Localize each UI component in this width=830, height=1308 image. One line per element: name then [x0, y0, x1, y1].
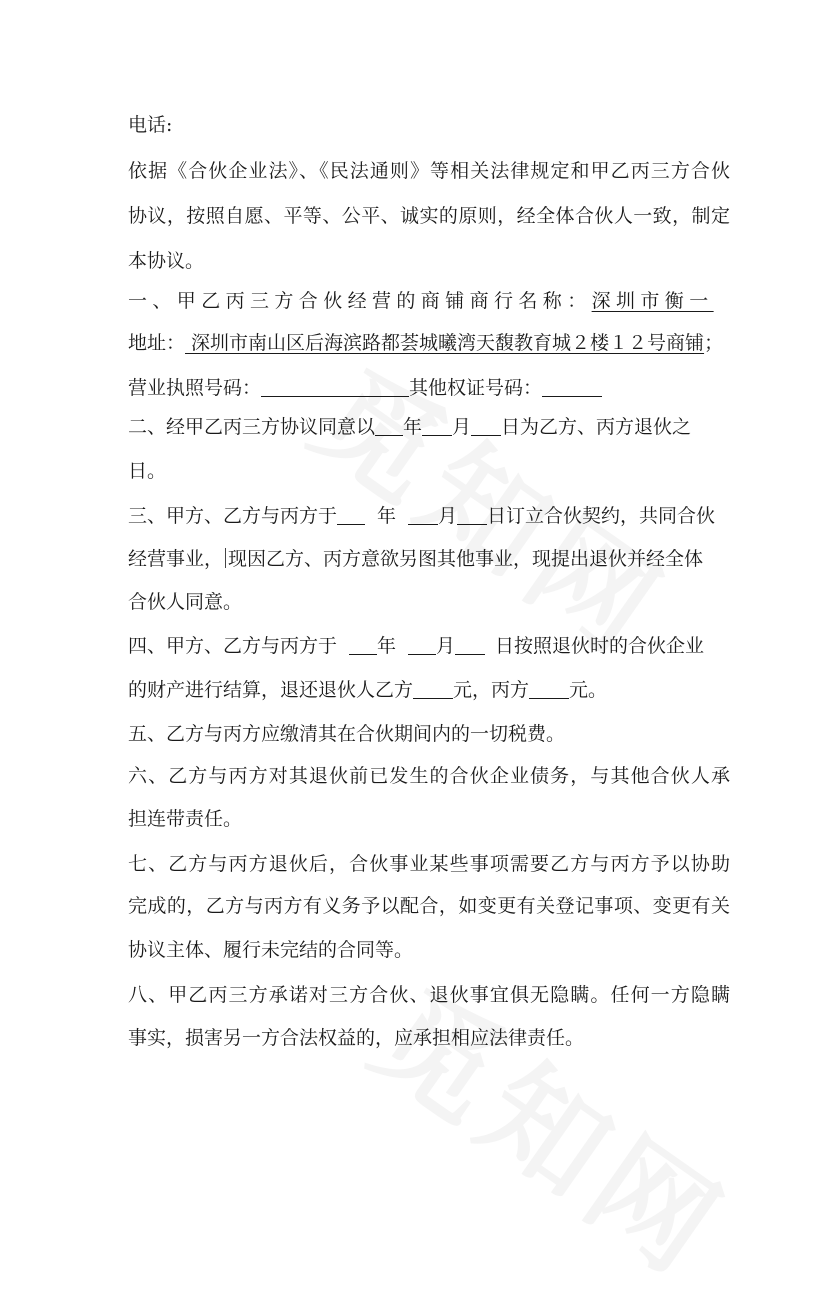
section-5-line: 五、乙方与丙方应缴清其在合伙期间内的一切税费。 — [128, 723, 566, 745]
month-label: 月 — [452, 416, 472, 438]
section-2-line-1 — [128, 414, 730, 440]
day-blank[interactable] — [457, 504, 487, 525]
month-label: 月 — [436, 635, 456, 657]
section-3-line-3: 合伙人同意。 — [128, 591, 243, 613]
section-3-text: 三、甲方、乙方与丙方于 — [128, 505, 338, 527]
year-blank[interactable] — [337, 504, 365, 525]
day-blank[interactable] — [471, 415, 501, 436]
license-line — [128, 375, 730, 401]
section-4-text-rest: 日按照退伙时的合伙企业 — [495, 635, 705, 657]
address-value: 深圳市南山区后海滨路都荟城曦湾天馥教育城２楼１２号商铺 — [185, 332, 705, 354]
section-3-text-b: 现因乙方、丙方意欲另图其他事业，现提出退伙并经全体 — [228, 548, 704, 570]
month-label: 月 — [438, 505, 458, 527]
section-1-prefix: 一、甲乙丙三方合伙经营的商铺商行名称： — [128, 290, 592, 312]
month-blank[interactable] — [422, 415, 452, 436]
section-4-line-1 — [128, 633, 730, 659]
day-blank[interactable] — [455, 634, 485, 655]
license-label: 营业执照号码： — [128, 377, 262, 399]
license-number-blank[interactable] — [261, 376, 409, 397]
section-4-text-a: 的财产进行结算，退还退伙人乙方 — [128, 679, 414, 701]
year-label: 年 — [403, 416, 423, 438]
section-2-text-rest: 日为乙方、丙方退伙之 — [501, 416, 692, 438]
year-label: 年 — [377, 505, 397, 527]
section-3-line-2 — [128, 546, 730, 572]
phone-label: 电话: — [128, 114, 173, 136]
section-4-text-b: 元，丙方 — [453, 679, 530, 701]
section-7-line-2: 完成的，乙方与丙方有义务予以配合，如变更有关登记事项、变更有关 — [128, 895, 730, 917]
month-blank[interactable] — [408, 504, 438, 525]
basis-paragraph-line-2: 协议，按照自愿、平等、公平、诚实的原则，经全体合伙人一致，制定 — [128, 205, 730, 227]
section-4-text-c: 元。 — [569, 679, 608, 701]
section-6-line-2: 担连带责任。 — [128, 808, 243, 830]
section-4-text: 四、甲方、乙方与丙方于 — [128, 635, 338, 657]
section-1-line — [128, 288, 730, 314]
year-blank[interactable] — [349, 634, 377, 655]
amount-b-blank[interactable] — [413, 678, 453, 699]
address-end: ； — [704, 332, 724, 354]
basis-paragraph-line-1: 依据《合伙企业法》、《民法通则》等相关法律规定和甲乙丙三方合伙 — [128, 160, 730, 182]
text-cursor — [225, 548, 226, 568]
amount-c-blank[interactable] — [529, 678, 569, 699]
other-license-label: 其他权证号码： — [409, 377, 543, 399]
section-6-line-1: 六、乙方与丙方对其退伙前已发生的合伙企业债务，与其他合伙人承 — [128, 765, 730, 787]
month-blank[interactable] — [408, 634, 436, 655]
shop-name: 深圳市衡一 — [591, 290, 714, 312]
section-4-line-2 — [128, 677, 730, 703]
address-label: 地址： — [128, 332, 186, 354]
section-2-text: 二、经甲乙丙三方协议同意以 — [128, 416, 376, 438]
section-8-line-2: 事实，损害另一方合法权益的，应承担相应法律责任。 — [128, 1027, 585, 1049]
year-label: 年 — [377, 635, 397, 657]
section-3-text-a: 经营事业， — [128, 548, 224, 570]
year-blank[interactable] — [375, 415, 403, 436]
section-7-line-1: 七、乙方与丙方退伙后，合伙事业某些事项需要乙方与丙方予以协助 — [128, 853, 730, 875]
section-3-text-rest: 日订立合伙契约，共同合伙 — [487, 505, 716, 527]
section-7-line-3: 协议主体、履行未完结的合同等。 — [128, 939, 414, 961]
other-license-blank[interactable] — [542, 376, 602, 397]
address-line — [128, 330, 740, 356]
section-3-line-1 — [128, 503, 730, 529]
section-8-line-1: 八、甲乙丙三方承诺对三方合伙、退伙事宜俱无隐瞒。任何一方隐瞒 — [128, 984, 730, 1006]
section-2-line-2: 日。 — [128, 460, 167, 482]
basis-paragraph-line-3: 本协议。 — [128, 250, 205, 272]
